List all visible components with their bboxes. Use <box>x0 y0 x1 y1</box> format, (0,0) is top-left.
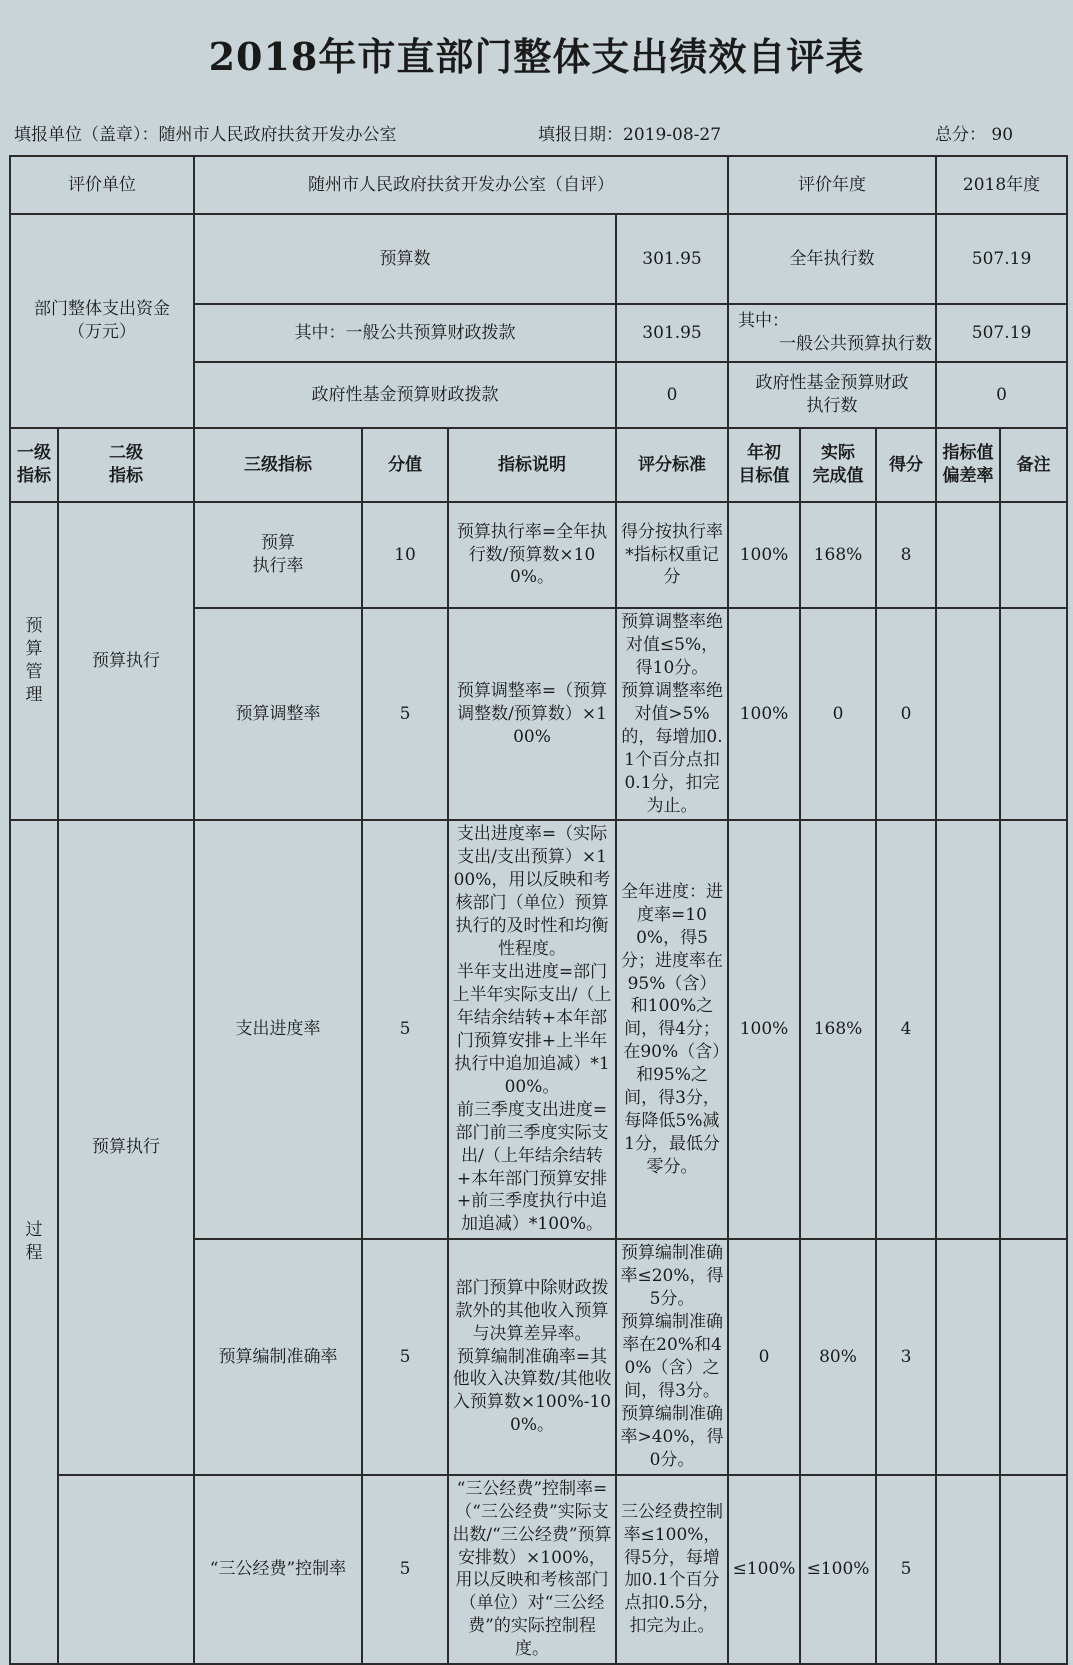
budget-value: 301.95 <box>616 214 728 304</box>
fill-unit <box>14 120 397 145</box>
group-level2: 预算执行 <box>58 502 194 820</box>
indicator-description: 预算调整率=（预算调整数/预算数）×100% <box>448 608 616 820</box>
group-level2-empty <box>58 1475 194 1665</box>
group-level1: 过 程 <box>10 820 58 1664</box>
general-exec-label-prefix: 其中： <box>738 311 789 332</box>
indicator-name: 支出进度率 <box>194 820 362 1239</box>
fill-date-value: 2019-08-27 <box>623 125 722 145</box>
indicator-actual: 168% <box>800 502 876 608</box>
indicator-target: 0 <box>728 1239 800 1474</box>
indicator-deviation <box>936 1239 1000 1474</box>
fund-exec-label: 政府性基金预算财政 执行数 <box>728 362 936 428</box>
exec-value: 507.19 <box>936 214 1067 304</box>
indicator-description: 部门预算中除财政拨款外的其他收入预算与决算差异率。 预算编制准确率=其他收入决算数/其他收入预算数×100%-100%。 <box>448 1239 616 1474</box>
fill-unit-value: 随州市人民政府扶贫开发办公室 <box>158 125 397 145</box>
table-row <box>10 502 1067 608</box>
eval-year-value: 2018年度 <box>936 156 1067 214</box>
fill-unit-label: 填报单位（盖章）： <box>14 125 159 145</box>
indicator-name: 预算 执行率 <box>194 502 362 608</box>
fill-date <box>538 120 721 145</box>
indicator-remark <box>1000 820 1067 1239</box>
header-level3: 三级指标 <box>194 428 362 502</box>
indicator-criteria: 得分按执行率*指标权重记分 <box>616 502 728 608</box>
eval-unit-row <box>10 156 1067 214</box>
indicator-actual: ≤100% <box>800 1475 876 1665</box>
header-remark: 备注 <box>1000 428 1067 502</box>
header-level2: 二级 指标 <box>58 428 194 502</box>
indicator-score: 8 <box>876 502 936 608</box>
indicator-weight: 5 <box>362 608 448 820</box>
indicator-score: 0 <box>876 608 936 820</box>
indicator-remark <box>1000 1475 1067 1665</box>
indicator-target: 100% <box>728 820 800 1239</box>
header-level1: 一级 指标 <box>10 428 58 502</box>
indicator-actual: 0 <box>800 608 876 820</box>
header-deviation: 指标值 偏差率 <box>936 428 1000 502</box>
indicator-target: 100% <box>728 502 800 608</box>
indicator-deviation <box>936 820 1000 1239</box>
total-score-label: 总分： <box>935 125 986 145</box>
table-row <box>10 1475 1067 1665</box>
header-criteria: 评分标准 <box>616 428 728 502</box>
general-budget-label: 其中：一般公共预算财政拨款 <box>194 304 616 362</box>
eval-unit-value: 随州市人民政府扶贫开发办公室（自评） <box>194 156 728 214</box>
indicator-score: 3 <box>876 1239 936 1474</box>
indicator-name: “三公经费”控制率 <box>194 1475 362 1665</box>
indicator-description: 预算执行率=全年执行数/预算数×100%。 <box>448 502 616 608</box>
indicator-deviation <box>936 502 1000 608</box>
budget-label: 预算数 <box>194 214 616 304</box>
fund-budget-value: 0 <box>616 362 728 428</box>
general-exec-label-text: 一般公共预算执行数 <box>779 334 933 354</box>
fund-exec-value: 0 <box>936 362 1067 428</box>
indicator-weight: 5 <box>362 820 448 1239</box>
page-title: 2018年市直部门整体支出绩效自评表 <box>208 34 865 79</box>
indicator-name: 预算调整率 <box>194 608 362 820</box>
funds-label: 部门整体支出资金 （万元） <box>10 214 194 428</box>
budget-row <box>10 214 1067 304</box>
indicator-weight: 10 <box>362 502 448 608</box>
exec-label: 全年执行数 <box>728 214 936 304</box>
total-score <box>935 120 1013 145</box>
fund-budget-label: 政府性基金预算财政拨款 <box>194 362 616 428</box>
indicator-deviation <box>936 1475 1000 1665</box>
indicator-description: 支出进度率=（实际支出/支出预算）×100%，用以反映和考核部门（单位）预算执行的及时性和均衡性程度。 半年支出进度=部门上半年实际支出/（上年结余结转+本年部门预算安排+上半年执行中追加追减）*100%。 前三季度支出进度=部门前三季度实际支出/（上年结余结转+本年部门预算安排+前三季度执行中追加追减）*100%。 <box>448 820 616 1239</box>
eval-year-label: 评价年度 <box>728 156 936 214</box>
header-score: 得分 <box>876 428 936 502</box>
general-exec-value: 507.19 <box>936 304 1067 362</box>
general-budget-value: 301.95 <box>616 304 728 362</box>
indicator-remark <box>1000 608 1067 820</box>
total-score-value: 90 <box>991 125 1014 145</box>
indicator-target: 100% <box>728 608 800 820</box>
group-level1: 预 算 管 理 <box>10 502 58 820</box>
group-level2: 预算执行 <box>58 820 194 1474</box>
evaluation-table <box>9 155 1068 1665</box>
header-target: 年初 目标值 <box>728 428 800 502</box>
indicator-score: 4 <box>876 820 936 1239</box>
indicator-criteria: 预算编制准确率≤20%，得5分。 预算编制准确率在20%和40%（含）之间，得3分。 预算编制准确率>40%，得0分。 <box>616 1239 728 1474</box>
header-description: 指标说明 <box>448 428 616 502</box>
indicator-remark <box>1000 1239 1067 1474</box>
indicator-criteria: 预算调整率绝对值≤5%，得10分。 预算调整率绝对值>5%的，每增加0.1个百分点扣0.1分，扣完为止。 <box>616 608 728 820</box>
indicator-remark <box>1000 502 1067 608</box>
fill-date-label: 填报日期： <box>538 125 623 145</box>
indicator-criteria: 全年进度：进度率=100%，得5分；进度率在95%（含）和100%之间，得4分；在90%（含）和95%之间，得3分，每降低5%减1分，最低分零分。 <box>616 820 728 1239</box>
indicator-score: 5 <box>876 1475 936 1665</box>
indicator-actual: 168% <box>800 820 876 1239</box>
indicator-header-row <box>10 428 1067 502</box>
eval-unit-label: 评价单位 <box>10 156 194 214</box>
indicator-deviation <box>936 608 1000 820</box>
indicator-weight: 5 <box>362 1475 448 1665</box>
header-weight: 分值 <box>362 428 448 502</box>
general-exec-label <box>728 304 936 362</box>
indicator-description: “三公经费”控制率=（“三公经费”实际支出数/“三公经费”预算安排数）×100%，用以反映和考核部门（单位）对“三公经费”的实际控制程度。 <box>448 1475 616 1665</box>
indicator-target: ≤100% <box>728 1475 800 1665</box>
indicator-weight: 5 <box>362 1239 448 1474</box>
indicator-name: 预算编制准确率 <box>194 1239 362 1474</box>
indicator-actual: 80% <box>800 1239 876 1474</box>
indicator-criteria: 三公经费控制率≤100%，得5分，每增加0.1个百分点扣0.5分，扣完为止。 <box>616 1475 728 1665</box>
header-actual: 实际 完成值 <box>800 428 876 502</box>
table-row <box>10 820 1067 1239</box>
